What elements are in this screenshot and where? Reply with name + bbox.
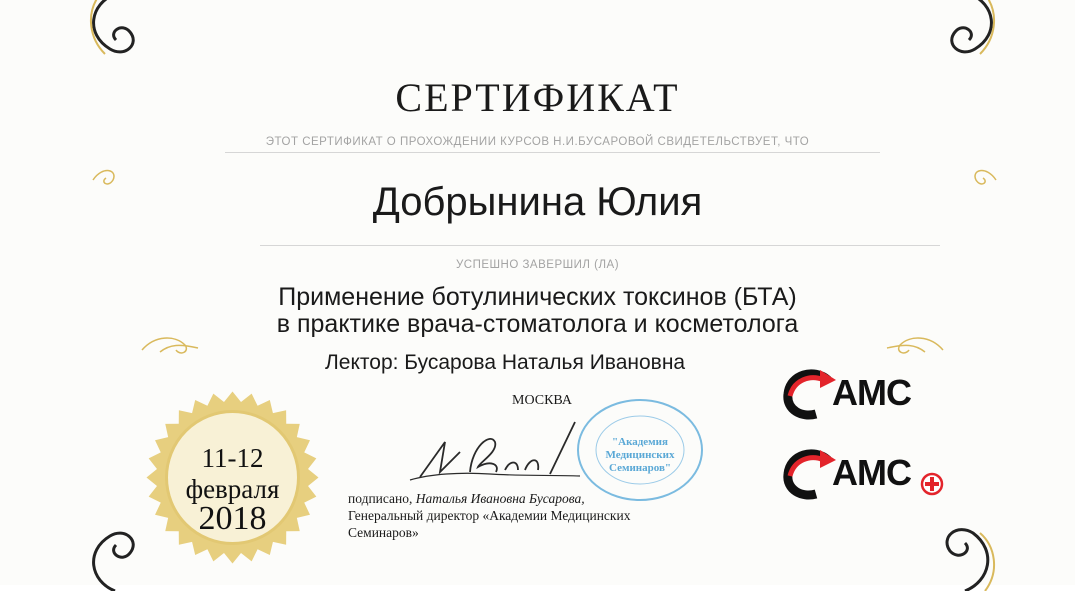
red-cross-icon: [920, 472, 944, 496]
signer-info: [348, 490, 768, 541]
ams-plus-logo: [780, 446, 911, 507]
corner-ornament-top-right: [935, 0, 1005, 64]
divider-line: [225, 152, 880, 153]
signer-position-line1: Генеральный директор «Академии Медицинских: [348, 508, 631, 523]
certificate-subtitle: ЭТОТ СЕРТИФИКАТ О ПРОХОЖДЕНИИ КУРСОВ Н.И.БУСАРОВОЙ СВИДЕТЕЛЬСТВУЕТ, ЧТО: [265, 136, 810, 148]
signed-prefix: подписано,: [348, 491, 413, 506]
corner-ornament-top-left: [80, 0, 150, 64]
seal-year: 2018: [198, 500, 267, 537]
signer-name: Наталья Ивановна Бусарова,: [415, 491, 585, 506]
course-title-line1: Применение ботулинических токсинов (БТА): [278, 283, 797, 311]
red-arrow-icon: [780, 366, 840, 422]
lecturer: Лектор: Бусарова Наталья Ивановна: [325, 351, 686, 374]
stamp-line1: "Академия: [612, 436, 668, 448]
red-arrow-icon: [780, 446, 840, 502]
ams-logo-text: АМС: [832, 372, 911, 413]
handwritten-signature: [400, 412, 590, 492]
round-stamp: [570, 395, 710, 505]
corner-ornament-bottom-left: [80, 521, 150, 591]
ams-logo: [780, 366, 911, 427]
certificate-title: СЕРТИФИКАТ: [395, 75, 680, 120]
ams-plus-logo-text: АМС: [832, 452, 911, 493]
divider-line: [260, 245, 940, 246]
stamp-line3: Семинаров": [608, 462, 672, 474]
seal-month: февраля: [185, 474, 280, 504]
recipient-name: Добрынина Юлия: [372, 180, 703, 224]
corner-ornament-bottom-right: [925, 511, 1005, 591]
stamp-line2: Медицинских: [605, 449, 675, 461]
completed-label: УСПЕШНО ЗАВЕРШИЛ (ЛА): [455, 259, 620, 271]
course-title-line2: в практике врача-стоматолога и косметолога: [276, 310, 799, 338]
seal-dates: 11-12: [201, 443, 264, 473]
city: МОСКВА: [512, 393, 572, 408]
signer-position-line2: Семинаров»: [348, 525, 419, 540]
